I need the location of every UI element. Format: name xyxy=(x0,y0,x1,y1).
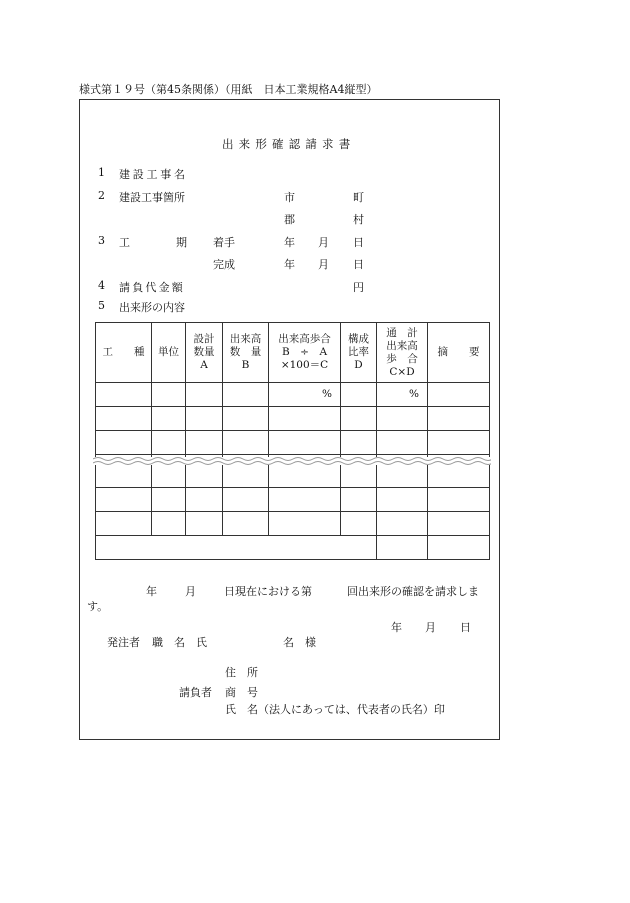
contractor-name-line: 氏 名（法人にあっては、代表者の氏名）印 xyxy=(225,703,445,716)
orderer-sama: 名 様 xyxy=(283,636,316,649)
town-label: 町 xyxy=(353,191,364,204)
item-5-number: 5 xyxy=(98,299,105,312)
col-header-design-qty: 設計 数量 A xyxy=(186,323,223,383)
start-day: 日 xyxy=(353,236,364,249)
item-2-label: 建設工事箇所 xyxy=(119,191,185,204)
signature-month: 月 xyxy=(425,621,436,634)
item-3-label-a: 工 xyxy=(119,236,130,249)
yen-label: 円 xyxy=(353,281,364,294)
col-header-output-qty: 出来高 数 量 B xyxy=(223,323,269,383)
item-1-number: 1 xyxy=(98,166,105,179)
address-label: 住 所 xyxy=(225,666,258,679)
request-year: 年 xyxy=(146,585,157,598)
col-header-unit: 単位 xyxy=(152,323,186,383)
form-header: 様式第１９号（第45条関係）（用紙 日本工業規格A4縦型） xyxy=(79,83,378,96)
request-text-c: す。 xyxy=(87,600,109,613)
orderer-title-name: 職 名 氏 xyxy=(152,636,207,649)
complete-day: 日 xyxy=(353,258,364,271)
start-label: 着手 xyxy=(213,236,235,249)
item-2-number: 2 xyxy=(98,189,105,202)
start-month: 月 xyxy=(318,236,329,249)
item-5-label: 出来形の内容 xyxy=(119,301,185,314)
city-label: 市 xyxy=(284,191,295,204)
item-3-label-b: 期 xyxy=(176,236,187,249)
item-4-number: 4 xyxy=(98,279,105,292)
complete-month: 月 xyxy=(318,258,329,271)
item-1-label: 建設工事名 xyxy=(119,168,188,181)
complete-label: 完成 xyxy=(213,258,235,271)
request-month: 月 xyxy=(185,585,196,598)
table-row xyxy=(96,512,490,536)
table-row xyxy=(96,407,490,431)
item-4-label: 請負代金額 xyxy=(119,281,185,294)
percent-sign: % xyxy=(377,383,428,407)
signature-day: 日 xyxy=(460,621,471,634)
table-row xyxy=(96,488,490,512)
col-header-cumulative-rate: 通 計 出来高 歩 合 C×D xyxy=(377,323,428,383)
orderer-label: 発注者 xyxy=(107,636,140,649)
table-row xyxy=(96,383,490,407)
col-header-remarks: 摘 要 xyxy=(428,323,490,383)
work-progress-table xyxy=(95,322,490,560)
start-year: 年 xyxy=(284,236,295,249)
contractor-label: 請負者 xyxy=(179,686,212,699)
request-text-b: 回出来形の確認を請求しま xyxy=(347,585,479,598)
col-header-composition-ratio: 構成 比率 D xyxy=(341,323,377,383)
village-label: 村 xyxy=(353,213,364,226)
trade-name-label: 商 号 xyxy=(225,686,258,699)
signature-year: 年 xyxy=(391,621,402,634)
item-3-number: 3 xyxy=(98,234,105,247)
col-header-progress-rate: 出来高歩合 B ÷ A ×100＝C xyxy=(269,323,341,383)
table-row xyxy=(96,464,490,488)
col-header-work-type: 工 種 xyxy=(96,323,152,383)
table-row xyxy=(96,431,490,455)
county-label: 郡 xyxy=(284,213,295,226)
request-text-a: 日現在における第 xyxy=(224,585,312,598)
table-row-total xyxy=(96,536,490,560)
percent-sign: % xyxy=(269,383,341,407)
omission-wave-mark xyxy=(93,455,491,467)
document-title: 出来形確認請求書 xyxy=(222,137,356,151)
complete-year: 年 xyxy=(284,258,295,271)
